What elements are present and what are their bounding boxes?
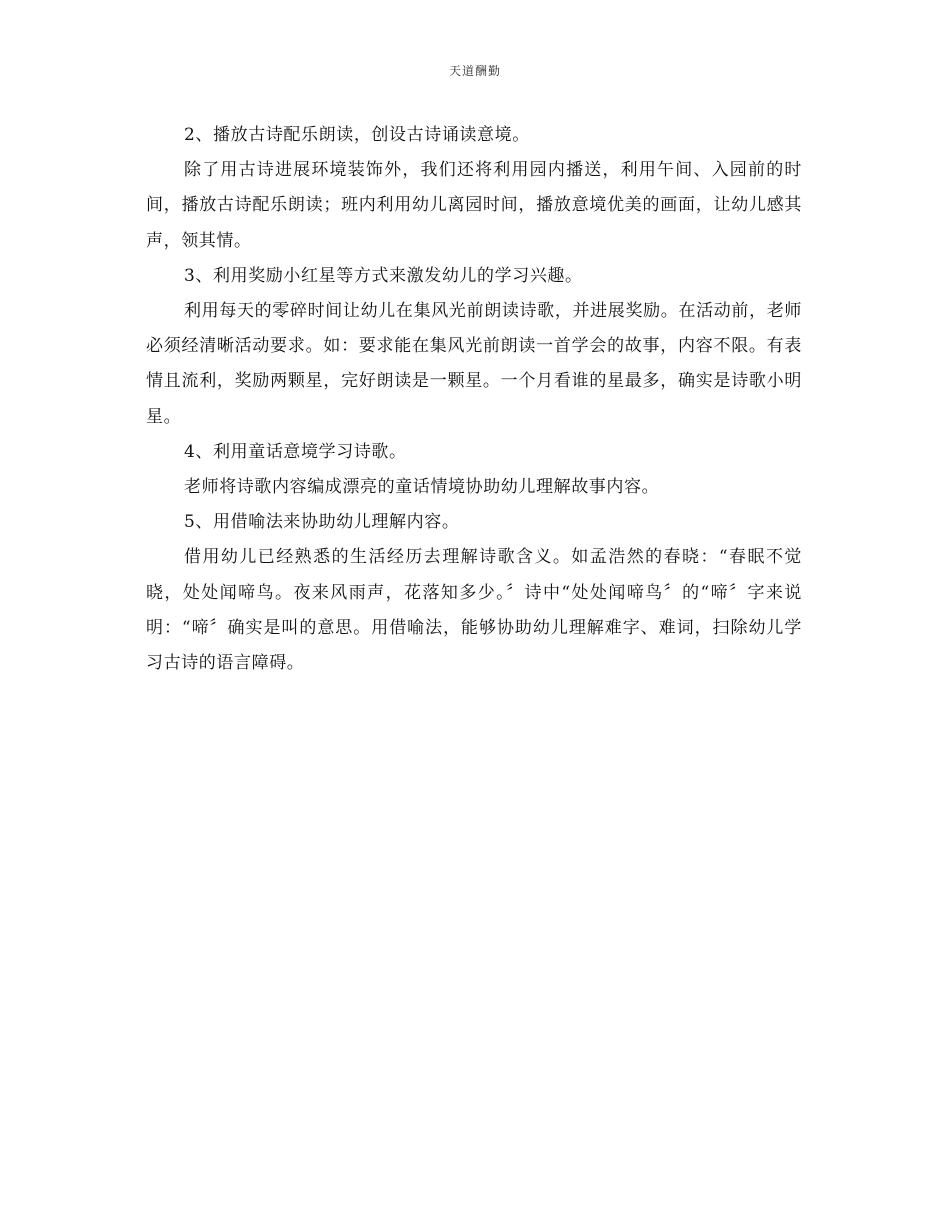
- body-paragraph: 老师将诗歌内容编成漂亮的童话情境协助幼儿理解故事内容。: [184, 477, 660, 498]
- document-body: [146, 118, 802, 681]
- section-heading-5: 5、用借喻法来协助幼儿理解内容。: [184, 512, 460, 533]
- body-paragraph: 除了用古诗进展环境装饰外，我们还将利用园内播送，利用午间、入园前的时间，播放古诗配乐朗读；班内利用幼儿离园时间，播放意境优美的画面，让幼儿感其声，领其情。: [146, 160, 802, 251]
- section-heading-3: 3、利用奖励小红星等方式来激发幼儿的学习兴趣。: [184, 265, 583, 286]
- body-paragraph: 利用每天的零碎时间让幼儿在集风光前朗读诗歌，并进展奖励。在活动前，老师必须经清晰活动要求。如：要求能在集风光前朗读一首学会的故事，内容不限。有表情且流利，奖励两颗星，完好朗读是一颗星。一个月看谁的星最多，确实是诗歌小明星。: [146, 301, 802, 427]
- page-header: 天道酬勤: [448, 64, 501, 78]
- section-heading-2: 2、播放古诗配乐朗读，创设古诗诵读意境。: [184, 125, 530, 145]
- section-heading-4: 4、利用童话意境学习诗歌。: [184, 441, 407, 462]
- body-paragraph: 借用幼儿已经熟悉的生活经历去理解诗歌含义。如孟浩然的春晓：“春眠不觉晓，处处闻啼鸟。夜来风雨声，花落知多少。〞诗中“处处闻啼鸟〞的“啼〞字来说明：“啼〞确实是叫的意思。用借喻法，能够协助幼儿理解难字、难词，扫除幼儿学习古诗的语言障碍。: [146, 547, 802, 674]
